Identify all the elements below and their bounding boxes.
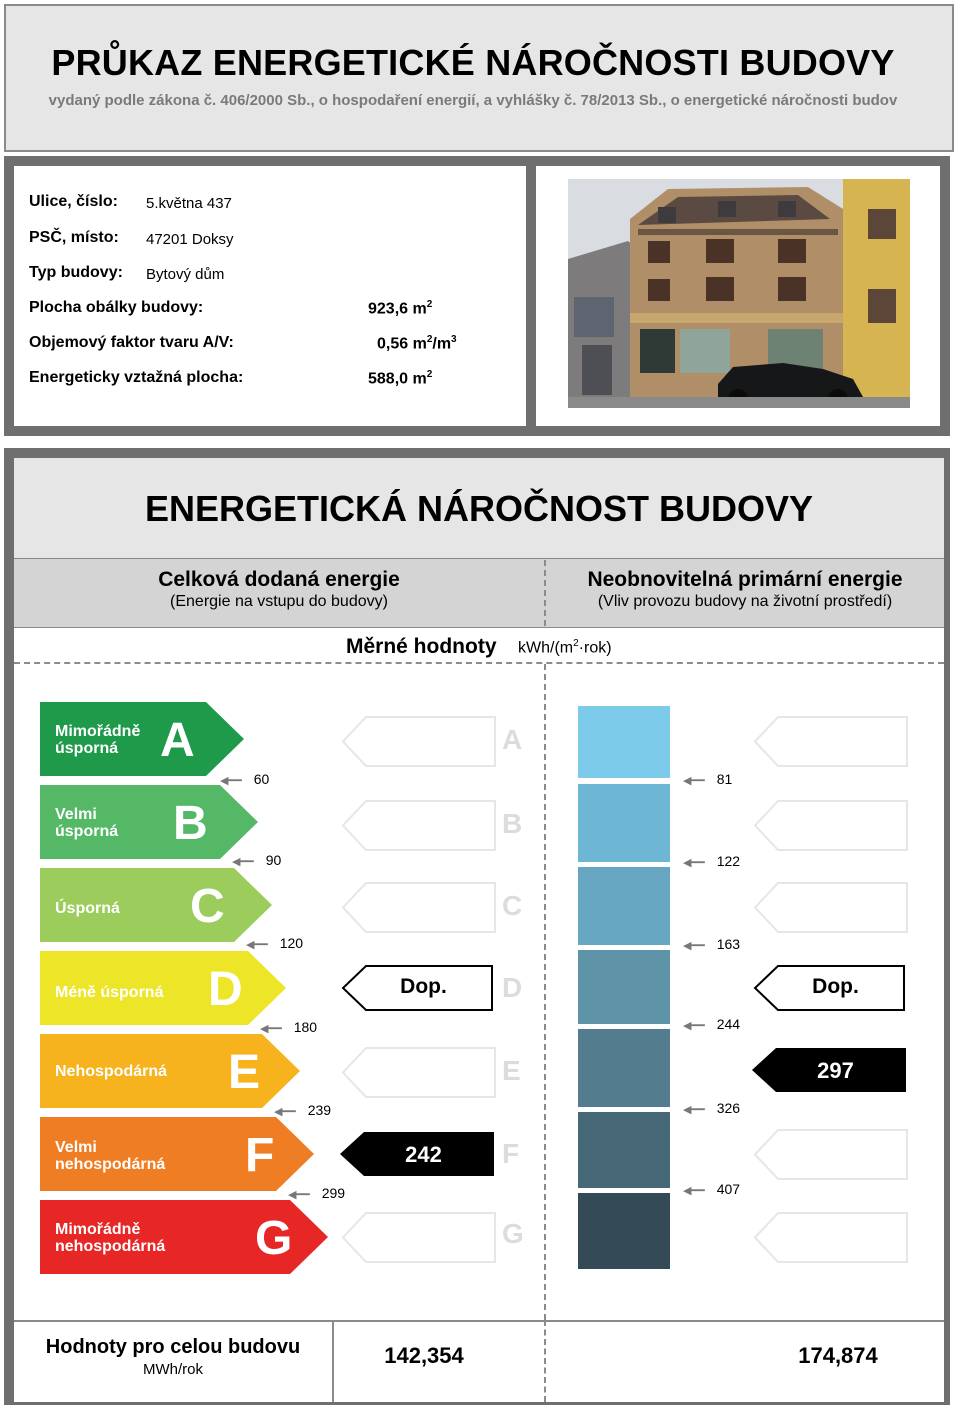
left-arrow-icon: ◀━━	[220, 775, 242, 787]
whole-delivered-value: 142,354	[384, 1343, 464, 1368]
class-d-letter: D	[208, 963, 243, 1016]
ghost-arrow-g-left	[340, 1210, 500, 1266]
delivered-energy-title: Celková dodaná energie	[158, 568, 400, 591]
ghost-letter-d: D	[502, 972, 523, 1003]
primary-scale-e	[578, 1029, 670, 1107]
left-arrow-icon: ◀━━	[246, 939, 268, 951]
whole-primary-value: 174,874	[798, 1343, 878, 1368]
class-e-label: Nehospodárná	[55, 1063, 168, 1080]
building-photo	[568, 179, 910, 408]
primary-scale-b	[578, 784, 670, 862]
ghost-letter-a: A	[502, 724, 523, 755]
left-arrow-icon: ◀━━	[683, 1020, 705, 1032]
left-limit-cd: ◀━━ 120	[246, 935, 304, 951]
left-arrow-icon: ◀━━	[288, 1189, 310, 1201]
ghost-letter-g: G	[502, 1218, 524, 1249]
envelope-value: 923,6 $m^2$	[368, 299, 433, 318]
ghost-arrow-c-left	[340, 880, 500, 936]
right-limit-de: ◀━━ 244	[683, 1016, 741, 1032]
type-value: Bytový dům	[146, 266, 225, 283]
left-arrow-icon: ◀━━	[683, 1104, 705, 1116]
class-e-letter: E	[228, 1046, 261, 1099]
class-g-label: Mimořádně nehospodárná	[55, 1221, 166, 1255]
class-b-letter: B	[173, 797, 208, 850]
zip-value: 47201 Doksy	[146, 231, 234, 248]
left-arrow-icon: ◀━━	[274, 1106, 296, 1118]
units-divider	[14, 662, 944, 664]
class-c-label: Úsporná	[55, 900, 120, 917]
ghost-arrow-e-left	[340, 1045, 500, 1101]
left-recommended-label: Dop.	[400, 975, 447, 998]
column-divider	[544, 664, 546, 1320]
ghost-letter-b: B	[502, 808, 523, 839]
specific-values-label: Měrné hodnoty	[346, 635, 497, 658]
class-d-label: Méně úsporná	[55, 984, 164, 1001]
left-limit-ab: ◀━━ 60	[220, 771, 270, 787]
left-actual-value: 242	[405, 1142, 442, 1167]
left-arrow-icon: ◀━━	[683, 857, 705, 869]
header-divider	[544, 560, 546, 626]
left-arrow-icon: ◀━━	[683, 1185, 705, 1197]
right-limit-fg: ◀━━ 407	[683, 1181, 741, 1197]
footer-divider-2	[544, 1320, 546, 1402]
ghost-arrow-f-right	[752, 1127, 912, 1183]
primary-energy-subtitle: (Vliv provozu budovy na životní prostředí)	[597, 593, 893, 610]
right-limit-cd: ◀━━ 163	[683, 936, 741, 952]
left-limit-bc: ◀━━ 90	[232, 852, 282, 868]
primary-scale-c	[578, 867, 670, 945]
street-label: Ulice, číslo:	[29, 193, 118, 210]
page-subtitle: vydaný podle zákona č. 406/2000 Sb., o hospodaření energií, a vyhlášky č. 78/2013 Sb., o energetické náročnosti budov	[48, 92, 898, 109]
energy-title: ENERGETICKÁ NÁROČNOST BUDOVY	[144, 488, 814, 529]
ghost-letter-c: C	[502, 890, 523, 921]
units-label: kWh/$(m^2\cdot rok)$	[518, 638, 612, 657]
ghost-arrow-g-right	[752, 1210, 912, 1266]
left-arrow-icon: ◀━━	[232, 856, 254, 868]
class-a-label: Mimořádně úsporná	[55, 723, 141, 757]
class-c-letter: C	[190, 880, 225, 933]
page-title: PRŮKAZ ENERGETICKÉ NÁROČNOSTI BUDOVY	[51, 42, 895, 83]
ghost-arrow-c-right	[752, 880, 912, 936]
left-limit-fg: ◀━━ 299	[288, 1185, 346, 1201]
ghost-letter-f: F	[502, 1138, 520, 1169]
left-limit-ef: ◀━━ 239	[274, 1102, 332, 1118]
delivered-energy-subtitle: (Energie na vstupu do budovy)	[170, 593, 388, 610]
ghost-arrow-b-right	[752, 798, 912, 854]
right-recommended-label: Dop.	[812, 975, 859, 998]
reference-area-value: 588,0 $m^2$	[368, 369, 433, 388]
envelope-label: Plocha obálky budovy:	[29, 299, 204, 316]
zip-label: PSČ, místo:	[29, 229, 119, 246]
type-label: Typ budovy:	[29, 264, 123, 281]
class-f-label: Velmi nehospodárná	[55, 1139, 166, 1173]
ghost-arrow-b-left	[340, 798, 500, 854]
shape-factor-value: 0,56 $m^2/m^3$	[377, 334, 457, 353]
primary-scale-g	[578, 1193, 670, 1269]
whole-building-label: Hodnoty pro celou budovu	[45, 1336, 301, 1358]
primary-scale-f	[578, 1112, 670, 1188]
class-b-label: Velmi úsporná	[55, 806, 119, 840]
class-f-letter: F	[245, 1129, 275, 1182]
left-arrow-icon: ◀━━	[260, 1023, 282, 1035]
ghost-letter-e: E	[502, 1055, 521, 1086]
whole-building-unit: MWh/rok	[143, 1361, 203, 1378]
ghost-arrow-a-left	[340, 714, 500, 770]
right-actual-value: 297	[817, 1058, 854, 1083]
primary-scale-d	[578, 950, 670, 1024]
left-arrow-icon: ◀━━	[683, 940, 705, 952]
class-g-letter: G	[255, 1212, 293, 1265]
primary-energy-title: Neobnovitelná primární energie	[587, 568, 903, 591]
left-arrow-icon: ◀━━	[683, 775, 705, 787]
left-limit-de: ◀━━ 180	[260, 1019, 318, 1035]
right-limit-bc: ◀━━ 122	[683, 853, 741, 869]
street-value: 5.května 437	[146, 195, 232, 212]
ghost-arrow-a-right	[752, 714, 912, 770]
right-limit-ef: ◀━━ 326	[683, 1100, 741, 1116]
reference-area-label: Energeticky vztažná plocha:	[29, 369, 244, 386]
class-a-letter: A	[160, 714, 195, 767]
primary-scale-a	[578, 706, 670, 778]
shape-factor-label: Objemový faktor tvaru A/V:	[29, 334, 234, 351]
right-limit-ab: ◀━━ 81	[683, 771, 733, 787]
